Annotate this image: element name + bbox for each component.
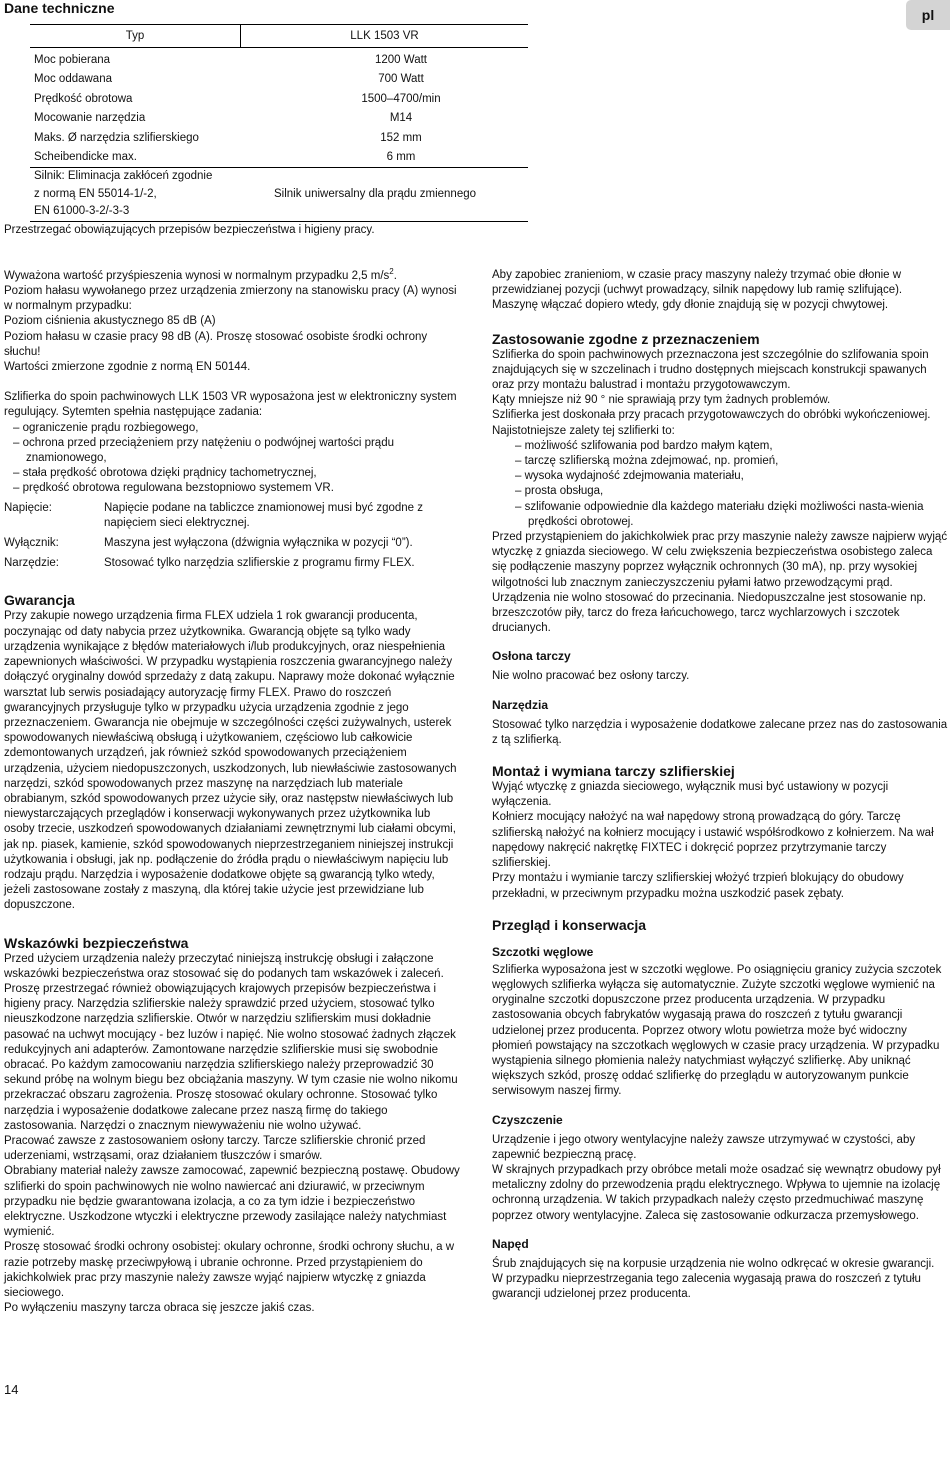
- spec-label: Maks. Ø narzędzia szlifierskiego: [34, 131, 199, 144]
- spec-value: 6 mm: [386, 151, 416, 164]
- spec-label: Mocowanie narzędzia: [34, 112, 146, 125]
- spec-row: [30, 129, 528, 148]
- paragraph: Najistotniejsze zalety tej szlifierki to:: [492, 424, 675, 437]
- warranty-heading: Gwarancja: [4, 592, 75, 609]
- paragraph: Stosować tylko narzędzia i wyposażenie dodatkowe zalecane przez nas do zastosowania z tą szlifierką.: [492, 718, 948, 746]
- list-item: – szlifowanie odpowiednie dla każdego materiału dzięki możliwości nasta-wienia prędkości obrotowej.: [515, 500, 924, 528]
- safety-text: Po wyłączeniu maszyny tarcza obraca się jeszcze jakiś czas.: [4, 1302, 315, 1315]
- motor-label-line: EN 61000-3-2/-3-3: [34, 205, 130, 218]
- spec-value: 1200 Watt: [375, 54, 427, 66]
- def-value: Stosować tylko narzędzia szlifierskie z programu firmy FLEX.: [104, 557, 415, 570]
- paragraph: Szlifierka jest doskonała przy pracach przygotowawczych do obróbki wykończeniowej.: [492, 409, 931, 422]
- spec-row: [30, 51, 528, 70]
- vibration-text: [4, 264, 460, 284]
- paragraph: Kołnierz mocujący nałożyć na wał napędowy stroną prowadzącą do góry. Tarczę szlifierską nałożyć na kołnierz mocujący i ustawić współśrodkowo z kołnierzem. Na wał napędowy nakręcić nakrętkę FIXTEC i dokręcić poprzez przytrzymanie tarczy szlifierskiej.: [492, 811, 934, 870]
- spec-label: Scheibendicke max.: [34, 151, 137, 164]
- paragraph: Urządzenia nie wolno stosować do przecinania. Niedopuszczalne jest stosowanie np. brzeszczotów piły, tarcz do freza łańcuchowego, tarcz wychlarzowych i szczotek drucianych.: [492, 591, 927, 635]
- electronics-intro: Szlifierka do spoin pachwinowych LLK 1503 VR wyposażona jest w elektroniczny system regulujący. Sytemten spełnia następujące zadania:: [4, 391, 457, 419]
- cleaning-heading: Czyszczenie: [492, 1112, 563, 1127]
- def-tool: [4, 556, 460, 571]
- list-item: – możliwość szlifowania pod bardzo małym kątem,: [515, 439, 773, 452]
- paragraph: Szlifierka wyposażona jest w szczotki węglowe. Po osiągnięciu granicy zużycia szczotek węglowych szlifierka wyłącza się automatycznie. Zużyte szczotki węglowe wymienić na oryginalne szczotki dopuszczone przez producenta urządzenia. W przypadku zastosowania obcych fabrykatów wygasają prawa do roszczeń z tytułu gwarancji udzielonej przez producenta. Poprzez otwory wlotu powietrza może być widoczny płomień powstający na szczotkach węglowych w czasie pracy urządzenia. W przypadku wystąpienia silnego płomienia należy natychmiast wyłączyć szlifierkę. Aby uniknąć większych szkód, proszę oddać szlifierkę do przeglądu w autoryzowanym punkcie serwisowym naszej firmy.: [492, 963, 942, 1098]
- paragraph: Nie wolno pracować bez osłony tarczy.: [492, 670, 690, 683]
- paragraph: Wyjąć wtyczkę z gniazda sieciowego, wyłącznik musi być ustawiony w pozycji wyłączenia.: [492, 781, 889, 809]
- spec-value-motor: Silnik uniwersalny dla prądu zmiennego: [274, 187, 477, 200]
- spec-header: [30, 25, 528, 48]
- paragraph: Aby zapobiec zranieniom, w czasie pracy maszyny należy trzymać obie dłonie w przewidzianej pozycji (uchwyt prowadzący, silnik napędowy lub ramię szlifujące).: [492, 269, 903, 297]
- safety-text: Proszę stosować środki ochrony osobistej: okulary ochronne, środki ochrony słuchu, a w razie potrzeby maskę przeciwpyłową i ubranie ochronne. Przed przystąpieniem do jakichkolwiek prac przy maszynie należy zawsze wyjąć najpierw wtyczkę z gniazda sieciowego.: [4, 1241, 454, 1300]
- list-item: – tarczę szlifierską można zdejmować, np. promień,: [515, 455, 779, 468]
- noise-power: Poziom hałasu w czasie pracy 98 dB (A). Proszę stosować osobiste środki ochrony słuchu!: [4, 330, 428, 358]
- def-switch: [4, 536, 460, 551]
- list-item: – prędkość obrotowa regulowana bezstopniowo systemem VR.: [13, 482, 334, 495]
- drive-heading: Napęd: [492, 1236, 529, 1251]
- paragraph: Kąty mniejsze niż 90 ° nie sprawiają przy tym żadnych problemów.: [492, 394, 831, 407]
- spec-row: [30, 148, 528, 168]
- def-voltage: [4, 501, 460, 531]
- brushes-heading: Szczotki węglowe: [492, 944, 594, 959]
- list-item: – ograniczenie prądu rozbiegowego,: [13, 421, 199, 434]
- use-heading: Zastosowanie zgodne z przeznaczeniem: [492, 330, 760, 347]
- page-title: Dane techniczne: [4, 0, 115, 16]
- safety-text: Przed użyciem urządzenia należy przeczytać niniejszą instrukcję obsługi i załączone wskazówki bezpieczeństwa oraz stosować się do podanych tam wskazówek i zaleceń. Proszę przestrzegać również obowiązujących krajowych przepisów bezpieczeństwa i higieny pracy. Narzędzia szlifierskie należy sprawdzić przed użyciem, stosować tylko nieuszkodzone narzędzia szlifierskie. Otwór w narzędziu szlifierskim musi dokładnie pasować na uchwyt mocujący - bez luzów i napięć. Nie wolno stosować żadnych złączek redukcyjnych ani adapterów. Zamontowane narzędzie szlifierskie musi się swobodnie obracać. Po każdym zamocowaniu narzędzia szlifierskiego należy przeprowadzić 30 sekund próbę na wolnym biegu bez obciążania maszyny. W tym czasie nie wolno nikomu przekraczać obszaru zagrożenia. Proszę stosować okulary ochronne. Stosować tylko narzędzia i wyposażenie dodatkowe zalecane przez naszą firmę do takiego zastosowania. Narzędzi o znacznym niewyważeniu nie wolno używać.: [4, 952, 458, 1132]
- motor-label-line: z normą EN 55014-1/-2,: [34, 187, 157, 200]
- spec-value: 152 mm: [380, 131, 422, 144]
- spec-row-motor: [30, 168, 528, 221]
- electronics-list: [4, 421, 460, 497]
- advantages-list: [492, 439, 948, 530]
- paragraph: Przy montażu i wymianie tarczy szlifierskiej włożyć trzpień blokujący do obudowy przekładni, w przeciwnym przypadku można uszkodzić pasek zębaty.: [492, 872, 904, 900]
- spec-value: M14: [389, 112, 413, 125]
- noise-standard: Wartości zmierzone zgodnie z normą EN 50144.: [4, 361, 251, 374]
- page-number: 14: [4, 1382, 19, 1397]
- def-value: Maszyna jest wyłączona (dźwignia wyłącznika w pozycji “0”).: [104, 537, 413, 550]
- paragraph: Przed przystąpieniem do jakichkolwiek prac przy maszynie należy zawsze najpierw wyjąć wtyczkę z gniazda sieciowego. W celu zwiększenia bezpieczeństwa osobistego zaleca się podłączenie maszyny poprzez wyłącznik ochronnych (30 mA), np. przy wysokiej wilgotności lub znacznym zanieczyszczeniu pyłami łatwo przewodzącymi prąd.: [492, 531, 948, 589]
- spec-label: Moc pobierana: [34, 54, 111, 66]
- def-key: Napięcie:: [4, 501, 52, 514]
- def-key: Wyłącznik:: [4, 537, 59, 550]
- motor-label-line: Silnik: Eliminacja zakłóceń zgodnie: [34, 170, 213, 183]
- spec-header-model: LLK 1503 VR: [350, 30, 419, 42]
- list-item: – ochrona przed przeciążeniem przy natężeniu o podwójnej wartości prądu znamionowego,: [13, 436, 394, 465]
- guard-heading: Osłona tarczy: [492, 649, 571, 664]
- safety-heading: Wskazówki bezpieczeństwa: [4, 934, 189, 951]
- spec-value: 700 Watt: [378, 73, 424, 86]
- paragraph: Szlifierka do spoin pachwinowych przeznaczona jest szczególnie do szlifowania spoin znajdujących się w szczelinach i trudno dostępnych miejscach konstrukcji spawanych oraz przy montażu balustrad i montażu przygotowawczym.: [492, 348, 929, 392]
- safety-text: Pracować zawsze z zastosowaniem osłony tarczy. Tarcze szlifierskie chronić przed uderzeniami, wstrząsami, oraz działaniem tłuszczów i smarów.: [4, 1134, 426, 1163]
- warranty-text: Przy zakupie nowego urządzenia firma FLEX udziela 1 rok gwarancji producenta, poczynając od daty nabycia przez użytkownika. Gwarancją objęte są tylko wady urządzenia wynikające z błędów materiałowych i/lub produkcyjnych, oraz niespełnienia zapewnionych właściwości. W przypadku wystąpienia roszczenia gwarancyjnego należy dołączyć oryginalny dowód sprzedaży z datą zakupu. Naprawy może dokonać wyłącznie warsztat lub serwis posiadający autoryzację firmy FLEX. Prawo do roszczeń gwarancyjnych przysługuje tylko w przypadku użycia urządzenia zgodnie z jego przeznaczeniem. Gwarancja nie obejmuje w szczególności części zużywalnych, usterek spowodowanych niewłaściwą obsługą i użytkowaniem, częściowo lub całkowicie zdemontowanych urządzeń, jak również szkód spowodowanych przeciążeniem urządzenia, użyciem niedopuszczonych, uszkodzonych, lub niewłaściwie zastosowanych narzędzi, szkód spowodowanych przez maszynę na narzędziach lub materiale obrabianym, szkód spowodowanych przez użycie siły, oraz następstw niewłaściwych lub niewystarczających przeglądów i konserwacji wykonywanych przez użytkownika lub osoby trzecie, uszkodzeń spowodowanych działaniami zewnętrznymi lub ciałami obcymi, jak np. piasek, kamienie, szkód spowodowanych nieprzestrzeganiem niniejszej instrukcji użytkowania i obsługi, jak np. podłączenie do źródła prądu o niewłaściwym napięciu lub rodzaju prądu. Narzędzia i wyposażenie dodatkowe objęte są gwarancją tylko wtedy, jeżeli zastosowane zostały z maszyną, dla której takie użycie jest przewidziane lub dopuszczone.: [4, 610, 457, 912]
- left-column: [4, 264, 460, 1316]
- spec-label-motor: [30, 168, 274, 221]
- spec-header-type: Typ: [30, 25, 241, 47]
- paragraph: Maszynę włączać dopiero wtedy, gdy dłonie znajdują się w pozycji chwytowej.: [492, 299, 889, 312]
- spec-row: [30, 90, 528, 109]
- list-item: – prosta obsługa,: [515, 485, 604, 498]
- right-column: [492, 268, 948, 1302]
- language-badge: pl: [906, 0, 950, 30]
- def-key: Narzędzie:: [4, 557, 59, 570]
- spec-row: [30, 109, 528, 128]
- list-item: – stała prędkość obrotowa dzięki prądnicy tachometrycznej,: [13, 467, 317, 480]
- safety-text: Obrabiany materiał należy zawsze zamocować, zapewnić bezpieczną postawę. Obudowy szlifierki do spoin pachwinowych nie wolno nawiercać ani dziurawić, w przeciwnym przypadku nie będzie gwarantowana izolacja, a co za tym idzie i bezpieczeństwo elektryczne. Uszkodzone wtyczki i elektryczne przewody zasilające należy natychmiast wymienić.: [4, 1165, 460, 1239]
- spec-table: [30, 24, 528, 222]
- paragraph: Śrub znajdujących się na korpusie urządzenia nie wolno odkręcać w okresie gwarancji. W przypadku nieprzestrzegania tego zalecenia wygasają prawa do roszczeń z tytułu gwarancji udzielonej przez producenta.: [492, 1257, 935, 1301]
- spec-note: Przestrzegać obowiązujących przepisów bezpieczeństwa i higieny pracy.: [4, 224, 375, 236]
- paragraph: Urządzenie i jego otwory wentylacyjne należy zawsze utrzymywać w czystości, aby zapewnić bezpieczną pracę.: [492, 1133, 916, 1161]
- spec-row: [30, 70, 528, 89]
- vibration-value: Wyważona wartość przyśpieszenia wynosi w normalnym przypadku 2,5 m/s: [4, 269, 390, 282]
- vibration-end: .: [393, 269, 397, 282]
- mount-heading: Montaż i wymiana tarczy szlifierskiej: [492, 763, 735, 780]
- paragraph: W skrajnych przypadkach przy obróbce metali może osadzać się wewnątrz obudowy pył metaliczny zdolny do przewodzenia prądu elektrycznego. Wpływa to ujemnie na izolację ochronną urządzenia. W takich przypadkach należy często przedmuchiwać maszynę poprzez otwory wentylacyjne. Zaleca się zastosowanie odkurzacza przemysłowego.: [492, 1163, 941, 1222]
- tools-heading: Narzędzia: [492, 697, 549, 712]
- noise-pressure: Poziom ciśnienia akustycznego 85 dB (A): [4, 315, 216, 328]
- spec-label: Moc oddawana: [34, 73, 112, 86]
- spec-value: 1500–4700/min: [361, 92, 441, 105]
- maintenance-heading: Przegląd i konserwacja: [492, 916, 647, 933]
- def-value: Napięcie podane na tabliczce znamionowej musi być zgodne z napięciem sieci elektrycznej.: [104, 501, 423, 529]
- spec-label: Prędkość obrotowa: [34, 92, 133, 105]
- noise-text: Poziom hałasu wywołanego przez urządzenia zmierzony na stanowisku pracy (A) wynosi w normalnym przypadku:: [4, 285, 457, 313]
- vibration-sup: 2: [389, 267, 394, 276]
- list-item: – wysoka wydajność zdejmowania materiału,: [515, 470, 744, 483]
